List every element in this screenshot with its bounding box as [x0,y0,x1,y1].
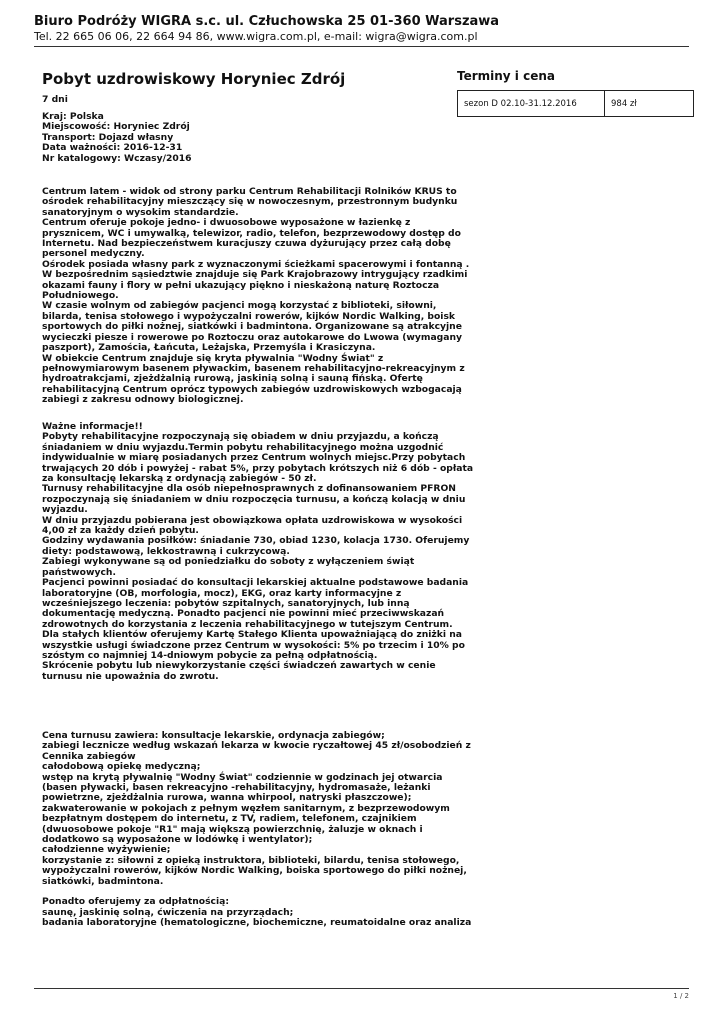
includes-line: badania laboratoryjne (hematologiczne, biochemiczne, reumatoidalne oraz analiza [42,917,472,929]
footer-divider [34,988,689,989]
includes-line: zakwaterowanie w pokojach z pełnym węzłem sanitarnym, z bezprzewodowym [42,802,450,814]
offer-details [42,112,192,164]
important-line: za konsultację lekarską z ordynacją zabiegów - 50 zł. [42,473,317,485]
company-contact: Tel. 22 665 06 06, 22 664 94 86, www.wigra.com.pl, e-mail: wigra@wigra.com.pl [34,30,478,43]
description-line: personel medyczny. [42,248,145,260]
description-line: bilarda, tenisa stołowego i wypożyczalni rowerów, kijków Nordic Walking, boisk [42,310,456,322]
important-line: wyjazdu. [42,504,88,516]
description-line: W czasie wolnym od zabiegów pacjenci mogą korzystać z biblioteki, siłowni, [42,300,437,312]
detail-line: Kraj: Polska [42,111,104,122]
includes-line: siatkówki, badmintona. [42,875,164,887]
important-line: zdrowotnych do korzystania z leczenia rehabilitacyjnego w tutejszym Centrum. [42,618,453,630]
includes-line: Cena turnusu zawiera: konsultacje lekarskie, ordynacja zabiegów; [42,730,385,741]
important-line: 4,00 zł za każdy dzień pobytu. [42,525,199,537]
includes-line: dodatkowo są wyposażone w lodówkę i wentylator); [42,834,313,846]
includes-line: (basen pływacki, basen rekreacyjno -rehabilitacyjny, hydromasaże, leżanki [42,782,431,794]
important-line: śniadaniem w dniu wyjazdu.Termin pobytu rehabilitacyjnego można uzgodnić [42,441,444,453]
important-line: Zabiegi wykonywane są od poniedziałku do soboty z wyłączeniem świąt [42,556,415,568]
includes-line: Ponadto oferujemy za odpłatnością: [42,896,230,908]
important-line: wszystkie usługi świadczone przez Centrum w wysokości: 5% po trzecim i 10% po [42,639,465,651]
season-cell: sezon D 02.10-31.12.2016 [458,91,605,117]
important-line: W dniu przyjazdu pobierana jest obowiązkowa opłata uzdrowiskowa w wysokości [42,514,463,526]
description-line: W obiekcie Centrum znajduje się kryta pływalnia "Wodny Świat" z [42,352,384,364]
detail-line: Miejscowość: Horyniec Zdrój [42,121,190,133]
important-line: rozpoczynają się śniadaniem w dniu rozpoczęcia turnusu, a kończą kolacją w dniu [42,493,466,505]
offer-title: Pobyt uzdrowiskowy Horyniec Zdrój [42,70,346,88]
description-line: ośrodek rehabilitacyjny mieszczący się w nowoczesnym, przestronnym budynku [42,196,458,208]
includes-line: (dwuosobowe pokoje "R1" mają większą powierzchnię, żaluzje w oknach i [42,823,423,835]
description-line: Centrum latem - widok od strony parku Centrum Rehabilitacji Rolników KRUS to [42,186,457,197]
important-line: Ważne informacje!! [42,421,143,432]
price-cell: 984 zł [605,91,694,117]
description-line: zabiegi z zakresu odnowy biologicznej. [42,394,244,406]
important-line: indywidualnie w miarę posiadanych przez Centrum wolnych miejsc.Przy pobytach [42,452,466,464]
important-line: trwających 20 dób i powyżej - rabat 5%, przy pobytach krótszych niż 6 dób - opłata [42,462,474,474]
description-line: paszport), Zamościa, Łańcuta, Leżajska, Przemyśla i Krasiczyna. [42,342,376,354]
description-line: sportowych do piłki nożnej, siatkówki i badmintona. Organizowane są atrakcyjne [42,321,462,333]
description-line: Internetu. Nad bezpieczeństwem kuracjuszy czuwa dyżurujący przez całą dobę [42,238,451,250]
description-line: Centrum oferuje pokoje jedno- i dwuosobowe wyposażone w łazienkę z [42,217,411,229]
page-number: 1 / 2 [673,992,689,1000]
important-line: Pobyty rehabilitacyjne rozpoczynają się obiadem w dniu przyjazdu, a kończą [42,431,439,443]
includes-line: powietrzne, zjeżdżalnia rurowa, wanna whirpool, natryski płaszczowe); [42,792,412,804]
important-line: diety: podstawową, lekkostrawną i cukrzycową. [42,545,290,557]
detail-line: Transport: Dojazd własny [42,131,174,143]
company-name: Biuro Podróży WIGRA s.c. ul. Człuchowska 25 01-360 Warszawa [34,14,500,29]
description-line: sanatoryjnym o wysokim standardzie. [42,206,239,218]
price-includes [42,731,471,929]
description-line: hydroatrakcjami, zjeżdżalnią rurową, jaskinią solną i sauną fińską. Ofertę [42,373,423,385]
includes-line: bezpłatnym dostępem do internetu, z TV, radiem, telefonem, czajnikiem [42,813,417,825]
important-line: Dla stałych klientów oferujemy Kartę Stałego Klienta upoważniającą do zniżki na [42,629,462,641]
includes-line: korzystanie z: siłowni z opieką instruktora, biblioteki, bilardu, tenisa stołowego, [42,854,460,866]
important-line: Skrócenie pobytu lub niewykorzystanie części świadczeń zawartych w cenie [42,660,436,672]
includes-line: Cennika zabiegów [42,750,136,762]
important-line: laboratoryjne (OB, morfologia, mocz), EKG, oraz karty informacyjne z [42,587,402,599]
includes-line: zabiegi lecznicze według wskazań lekarza w kwocie ryczałtowej 45 zł/osobodzień z [42,740,471,752]
pricing-table [457,90,694,117]
important-line: dokumentację medyczną. Ponadto pacjenci nie powinni mieć przeciwwskazań [42,608,445,620]
description-line: prysznicem, WC i umywalką, telewizor, radio, telefon, bezprzewodowy dostęp do [42,227,461,239]
detail-line: Data ważności: 2016-12-31 [42,142,183,154]
pricing-heading: Terminy i cena [457,69,555,83]
important-line: Turnusy rehabilitacyjne dla osób niepełnosprawnych z dofinansowaniem PFRON [42,483,456,495]
description-line: wycieczki piesze i rowerowe po Roztoczu oraz autokarowe do Lwowa (wymagany [42,331,462,343]
description-line: W bezpośrednim sąsiedztwie znajduje się Park Krajobrazowy intrygujący rzadkimi [42,269,468,281]
offer-description [42,187,469,406]
description-line: pełnowymiarowym basenem pływackim, basenem rehabilitacyjno-rekreacyjnym z [42,362,465,374]
pricing-row [458,91,694,117]
important-line: turnusu nie upoważnia do zwrotu. [42,670,219,682]
important-line: wcześniejszego leczenia: pobytów szpitalnych, sanatoryjnych, lub inną [42,597,410,609]
description-line: okazami fauny i flory w pełni ukazujący piękno i nieskażoną naturę Roztocza [42,279,440,291]
header-divider [34,46,689,47]
description-line: Południowego. [42,290,119,302]
important-line: Pacjenci powinni posiadać do konsultacji lekarskiej aktualne podstawowe badania [42,577,469,589]
includes-line: całodzienne wyżywienie; [42,844,171,856]
detail-line: Nr katalogowy: Wczasy/2016 [42,152,192,164]
includes-line: saunę, jaskinię solną, ćwiczenia na przyrządach; [42,906,294,918]
description-line: Ośrodek posiada własny park z wyznaczonymi ścieżkami spacerowymi i fontanną . [42,258,470,270]
important-line: szóstym co najmniej 14-dniowym pobycie za pełną odpłatnością. [42,649,378,661]
important-info [42,422,473,682]
includes-line: wstęp na krytą pływalnię "Wodny Świat" codziennie w godzinach jej otwarcia [42,771,443,783]
offer-duration: 7 dni [42,94,68,105]
includes-line: wypożyczalni rowerów, kijków Nordic Walking, boiska sportowego do piłki nożnej, [42,865,467,877]
description-line: rehabilitacyjną Centrum oprócz typowych zabiegów uzdrowiskowych wzbogacają [42,383,462,395]
important-line: państwowych. [42,566,116,578]
includes-line: całodobową opiekę medyczną; [42,761,201,773]
important-line: Godziny wydawania posiłków: śniadanie 730, obiad 1230, kolacja 1730. Oferujemy [42,535,470,547]
